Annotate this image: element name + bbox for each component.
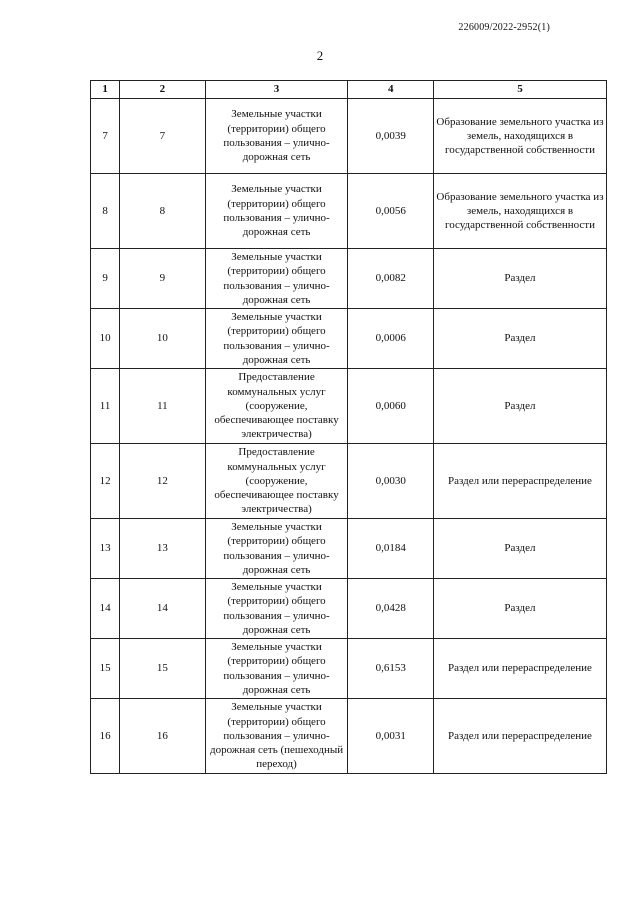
cell-row-number: 11 xyxy=(91,369,120,444)
column-header-1: 1 xyxy=(91,81,120,99)
table-row xyxy=(91,174,607,249)
cell-row-number: 13 xyxy=(91,519,120,579)
cell-land-use: Земельные участки (территории) общего пользования – улично-дорожная сеть xyxy=(205,174,348,249)
column-header-4: 4 xyxy=(348,81,433,99)
cell-plot-number: 14 xyxy=(120,579,205,639)
land-plots-table xyxy=(90,80,607,774)
table-row xyxy=(91,309,607,369)
cell-area: 0,0006 xyxy=(348,309,433,369)
cell-row-number: 7 xyxy=(91,99,120,174)
cell-formation-method: Раздел xyxy=(433,249,606,309)
cell-formation-method: Раздел или перераспределение xyxy=(433,699,606,774)
cell-land-use: Земельные участки (территории) общего пользования – улично-дорожная сеть xyxy=(205,579,348,639)
cell-land-use: Земельные участки (территории) общего пользования – улично-дорожная сеть xyxy=(205,249,348,309)
cell-land-use: Земельные участки (территории) общего пользования – улично-дорожная сеть xyxy=(205,99,348,174)
cell-plot-number: 11 xyxy=(120,369,205,444)
cell-area: 0,0030 xyxy=(348,444,433,519)
cell-formation-method: Раздел xyxy=(433,309,606,369)
table-row xyxy=(91,369,607,444)
cell-formation-method: Образование земельного участка из земель, находящихся в государственной собственности xyxy=(433,99,606,174)
table-row xyxy=(91,519,607,579)
column-header-2: 2 xyxy=(120,81,205,99)
cell-plot-number: 8 xyxy=(120,174,205,249)
cell-row-number: 14 xyxy=(91,579,120,639)
cell-formation-method: Раздел или перераспределение xyxy=(433,444,606,519)
cell-land-use: Земельные участки (территории) общего пользования – улично-дорожная сеть xyxy=(205,639,348,699)
cell-plot-number: 7 xyxy=(120,99,205,174)
cell-area: 0,6153 xyxy=(348,639,433,699)
cell-area: 0,0060 xyxy=(348,369,433,444)
table-row xyxy=(91,699,607,774)
cell-row-number: 9 xyxy=(91,249,120,309)
cell-plot-number: 15 xyxy=(120,639,205,699)
cell-plot-number: 9 xyxy=(120,249,205,309)
cell-plot-number: 12 xyxy=(120,444,205,519)
table-row xyxy=(91,99,607,174)
cell-formation-method: Раздел xyxy=(433,519,606,579)
cell-area: 0,0039 xyxy=(348,99,433,174)
cell-formation-method: Образование земельного участка из земель, находящихся в государственной собственности xyxy=(433,174,606,249)
cell-land-use: Предоставление коммунальных услуг (сооружение, обеспечивающее поставку электричества) xyxy=(205,369,348,444)
cell-formation-method: Раздел xyxy=(433,579,606,639)
cell-formation-method: Раздел или перераспределение xyxy=(433,639,606,699)
cell-area: 0,0082 xyxy=(348,249,433,309)
table-row xyxy=(91,639,607,699)
cell-formation-method: Раздел xyxy=(433,369,606,444)
cell-area: 0,0428 xyxy=(348,579,433,639)
cell-row-number: 16 xyxy=(91,699,120,774)
cell-plot-number: 10 xyxy=(120,309,205,369)
cell-row-number: 12 xyxy=(91,444,120,519)
table-header-row xyxy=(91,81,607,99)
cell-row-number: 15 xyxy=(91,639,120,699)
cell-plot-number: 13 xyxy=(120,519,205,579)
cell-row-number: 10 xyxy=(91,309,120,369)
column-header-5: 5 xyxy=(433,81,606,99)
cell-land-use: Земельные участки (территории) общего пользования – улично-дорожная сеть xyxy=(205,519,348,579)
document-number: 226009/2022-2952(1) xyxy=(458,22,550,33)
cell-plot-number: 16 xyxy=(120,699,205,774)
column-header-3: 3 xyxy=(205,81,348,99)
cell-area: 0,0184 xyxy=(348,519,433,579)
cell-area: 0,0056 xyxy=(348,174,433,249)
cell-row-number: 8 xyxy=(91,174,120,249)
table-row xyxy=(91,444,607,519)
cell-land-use: Земельные участки (территории) общего пользования – улично-дорожная сеть xyxy=(205,309,348,369)
cell-land-use: Земельные участки (территории) общего пользования – улично-дорожная сеть (пешеходный переход) xyxy=(205,699,348,774)
table-row xyxy=(91,249,607,309)
cell-land-use: Предоставление коммунальных услуг (сооружение, обеспечивающее поставку электричества) xyxy=(205,444,348,519)
table-row xyxy=(91,579,607,639)
page-number: 2 xyxy=(316,48,324,63)
cell-area: 0,0031 xyxy=(348,699,433,774)
